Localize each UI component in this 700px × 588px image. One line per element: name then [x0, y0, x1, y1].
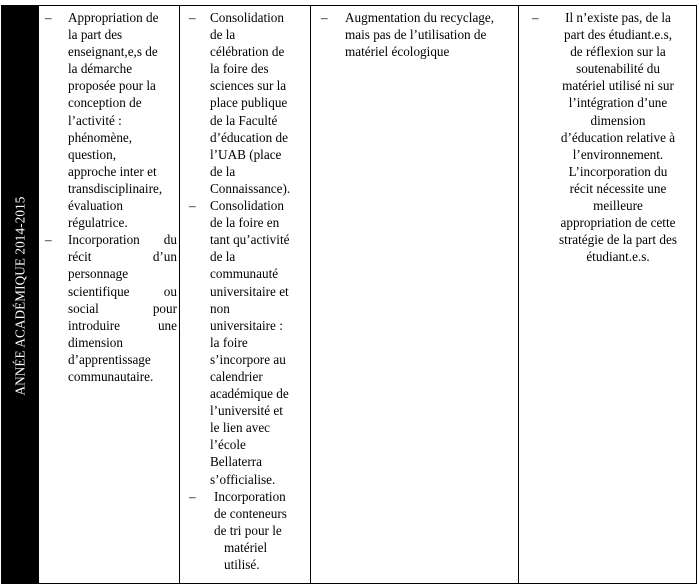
cell-col1 [39, 9, 177, 385]
dash-marker: – [321, 10, 328, 25]
list-item [180, 488, 306, 573]
strategy-table [1, 5, 697, 584]
dash-marker: – [189, 488, 196, 504]
dash-marker: – [189, 198, 196, 214]
item-text: Augmentation du recyclage, mais pas de l’utilisation de matériel écologique [345, 10, 495, 60]
list-item [180, 9, 306, 197]
list-item [39, 231, 177, 385]
dash-marker: – [532, 10, 539, 25]
cell-col3 [311, 9, 516, 60]
column-divider [310, 6, 311, 583]
item-text: Consolidation de la foire en tant qu’activité de la communauté universitaire et non universitaire : la foire s’incorpore au calendrier académique de l’université et le lien avec l’école Bellaterra s’officialise. [210, 198, 290, 487]
list-item [180, 197, 306, 488]
item-text: Consolidation de la célébration de la foire des sciences sur la place publique de la Faculté d’éducation de l’UAB (place de la Connaissance). [210, 10, 291, 196]
dash-marker: – [189, 10, 196, 25]
list-item [311, 9, 516, 60]
year-label: ANNÉE ACADÉMIQUE 2014-2015 [12, 196, 28, 396]
year-column [2, 6, 39, 583]
column-divider [518, 6, 519, 583]
dash-marker: – [45, 232, 52, 248]
cell-col2 [180, 9, 306, 573]
item-text: Incorporation de conteneurs de tri pour le matériel utilisé. [214, 488, 287, 572]
item-text: Il n’existe pas, de la part des étudiant.e.s, de réflexion sur la soutenabilité du matériel utilisé ni sur l’intégration d’une dimension d’éducation relative à l’environnement. L’incorporation du récit nécessite une meilleure appropriation de cette stratégie de la part des étudiant.e.s. [559, 10, 677, 265]
item-text: Appropriation de la part des enseignant,e,s de la démarche proposée pour la conception de l’activité : phénomène, question, approche inter et transdisciplinaire, évaluation régulatrice. [68, 10, 163, 231]
list-item [39, 9, 177, 231]
dash-marker: – [45, 10, 52, 25]
item-text: Incorporation du récit d’un personnage scientifique ou social pour introduire une dimension d’apprentissage communautaire. [68, 232, 177, 384]
